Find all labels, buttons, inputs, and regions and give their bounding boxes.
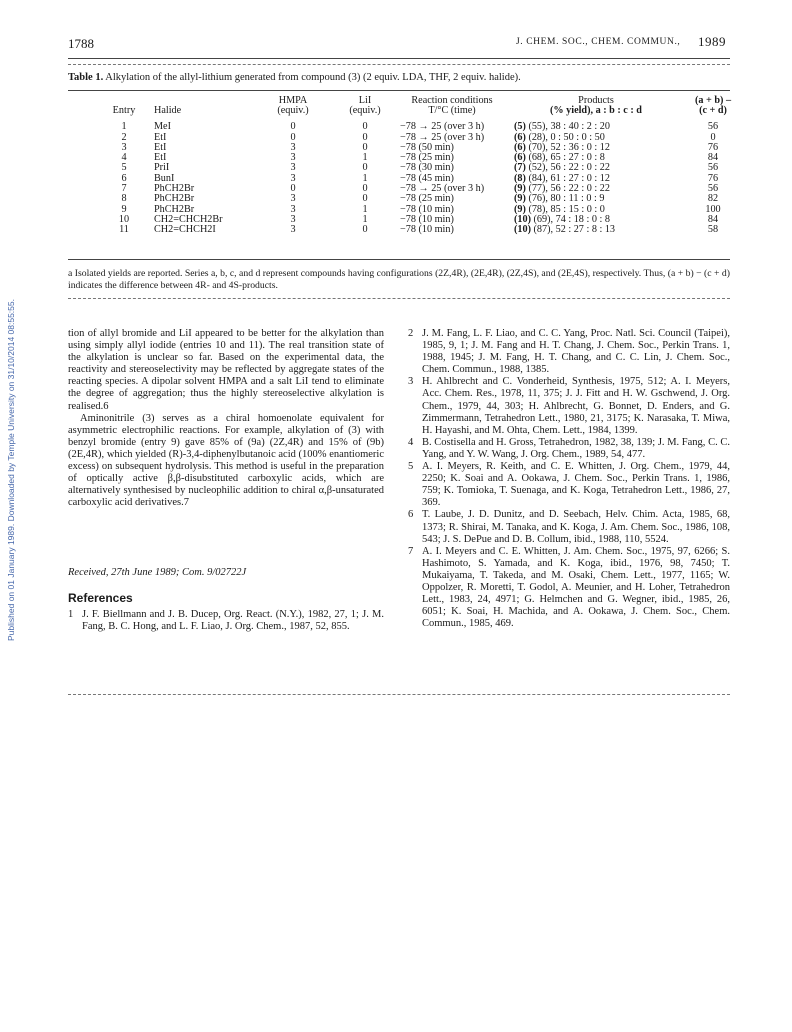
cell-entry: 7 (121, 183, 127, 195)
cell-halide: EtI (154, 131, 167, 143)
cell-difference: 0 (710, 131, 716, 143)
cell-halide: EtI (154, 152, 167, 164)
cell-lii: 1 (362, 213, 368, 225)
col-header-diff-unit: (c + d) (699, 105, 727, 117)
reference-item (408, 376, 730, 436)
cell-halide: CH2=CHCH2Br (154, 213, 223, 225)
col-header-lii: LiI (358, 95, 372, 106)
compound-number: (6) (514, 152, 526, 164)
cell-hmpa: 0 (290, 131, 296, 143)
col-header-hmpa: HMPA (278, 95, 308, 106)
cell-lii: 1 (362, 172, 368, 184)
col-header-products-unit: (% yield), a : b : c : d (550, 105, 642, 117)
cell-halide: PhCH2Br (154, 183, 195, 195)
header-rule (68, 58, 730, 59)
header-dashed-rule (68, 64, 730, 65)
cell-lii: 0 (362, 183, 368, 195)
table-caption-label: Table 1. (68, 72, 104, 83)
product-yield: (76), 80 : 11 : 0 : 9 (525, 193, 605, 205)
references-right (408, 328, 730, 630)
cell-conditions: −78 (45 min) (400, 172, 454, 184)
body-paragraph-1: tion of allyl bromide and LiI appeared to be better for the alkylation than using simply allyl iodide (entries 10 and 11). The real transition state of the alkylation is unclear so far. Based on the experimental data, the reactivity and stereoselectivity may be reflected by aggregate states of the reacting species. A dipolar solvent HMPA and a salt LiI tend to eliminate the degree of aggregation; thus the highly stereoselective alkylation is realised.6 (68, 328, 384, 412)
cell-entry: 2 (121, 131, 127, 143)
cell-conditions: −78 (10 min) (400, 224, 454, 236)
reference-text: A. I. Meyers and C. E. Whitten, J. Am. Chem. Soc., 1975, 97, 6266; S. Hashimoto, S. Yamada, and K. Koga, ibid., 1976, 98, 7450; T. Mukaiyama, T. Takeda, and M. Osaki, Chem. Lett., 1977, 1165; W. Oppolzer, R. Moretti, T. Godol, A. Meunier, and H. Loher, Tetrahedron Lett., 1983, 24, 4971; G. Helmchen and G. Wegner, ibid., 1985, 26, 6051; K. Soai, H. Machida, and A. Ookawa, J. Chem. Soc., Chem. Commun., 1985, 469. (422, 545, 730, 630)
cell-hmpa: 3 (290, 141, 296, 153)
table-top-rule (68, 90, 730, 91)
reference-item (408, 328, 730, 376)
cell-conditions: −78 (50 min) (400, 141, 454, 153)
reference-item (408, 461, 730, 509)
product-yield: (68), 65 : 27 : 0 : 8 (525, 152, 605, 164)
cell-difference: 76 (707, 141, 719, 153)
compound-number: (10) (514, 224, 531, 236)
reference-item (408, 437, 730, 461)
cell-difference: 58 (707, 224, 719, 236)
col-header-products: Products (578, 95, 614, 106)
product-yield: (77), 56 : 22 : 0 : 22 (525, 183, 610, 195)
reference-text: A. I. Meyers, R. Keith, and C. E. Whitten, J. Org. Chem., 1979, 44, 2250; K. Soai and A. Ookawa, J. Chem. Soc., Perkin Trans. 1, 1986, 759; K. Tomioka, T. Suenaga, and K. Koga, Tetrahedron Lett., 1986, 27, 369. (422, 461, 730, 509)
cell-hmpa: 0 (290, 121, 296, 133)
cell-halide: MeI (154, 121, 171, 133)
reference-item (68, 609, 384, 633)
cell-hmpa: 0 (290, 183, 296, 195)
footnote-dashed-rule (68, 298, 730, 299)
cell-conditions: −78 → 25 (over 3 h) (400, 131, 485, 143)
download-sidebar[interactable] (2, 299, 20, 641)
compound-number: (9) (514, 193, 526, 205)
reference-text: H. Ahlbrecht and C. Vonderheid, Synthesis, 1975, 512; A. I. Meyers, Acc. Chem. Res., 1978, 11, 375; J. J. Fitt and H. W. Gschwend, J. Org. Chem., 1979, 44, 303; H. Ahlbrecht, G. Bonnet, D. Enders, and G. Zimmermann, Tetrahedron Lett., 1980, 21, 3175; K. Narasaka, T. Miwa, H. Hayashi, and M. Ohta, Chem. Lett., 1984, 1399. (422, 376, 730, 436)
cell-entry: 11 (119, 224, 129, 236)
cell-conditions: −78 → 25 (over 3 h) (400, 183, 485, 195)
cell-difference: 76 (707, 172, 719, 184)
col-header-lii-unit: (equiv.) (349, 105, 381, 117)
reference-text: J. M. Fang, L. F. Liao, and C. C. Yang, Proc. Natl. Sci. Council (Taipei), 1985, 9, 1; J. M. Fang and H. T. Chang, J. Chem. Soc., Perkin Trans. 1, 1988, 1945; J. M. Fang, H. T. Chang, and C. C. Lin, J. Chem. Soc., Chem. Commun., 1988, 1385. (422, 328, 730, 376)
journal-header: J. CHEM. SOC., CHEM. COMMUN., (516, 37, 681, 47)
references-left (68, 609, 384, 633)
reference-item (408, 546, 730, 631)
reference-item (408, 509, 730, 545)
cell-entry: 1 (121, 121, 127, 133)
reference-number: 7 (408, 545, 414, 557)
sidebar-text[interactable]: Published on 01 January 1989. Downloaded by Temple University on 31/10/2014 08:55:55. (6, 299, 16, 641)
col-header-diff: (a + b) – (694, 95, 732, 106)
cell-lii: 1 (362, 152, 368, 164)
cell-conditions: −78 (10 min) (400, 203, 454, 215)
cell-lii: 0 (362, 162, 368, 174)
product-yield: (87), 52 : 27 : 8 : 13 (530, 224, 616, 236)
compound-number: (9) (514, 183, 526, 195)
table-caption-text: Alkylation of the allyl-lithium generated from compound (3) (2 equiv. LDA, THF, 2 equiv. halide). (105, 72, 521, 83)
compound-number: (6) (514, 131, 526, 143)
table-caption (68, 72, 730, 83)
reference-number: 1 (68, 609, 74, 620)
cell-hmpa: 3 (290, 193, 296, 205)
cell-halide: PhCH2Br (154, 193, 195, 205)
alkylation-table (100, 96, 748, 236)
col-header-cond: Reaction conditions (411, 95, 493, 106)
references-heading: References (68, 591, 133, 605)
cell-conditions: −78 (25 min) (400, 193, 454, 205)
col-header-hmpa-unit: (equiv.) (277, 105, 309, 117)
table-bottom-rule (68, 259, 730, 260)
cell-conditions: −78 (25 min) (400, 152, 454, 164)
reference-number: 2 (408, 328, 414, 339)
reference-number: 3 (408, 376, 414, 388)
reference-text: B. Costisella and H. Gross, Tetrahedron, 1982, 38, 139; J. M. Fang, C. C. Yang, and Y. W. Wang, J. Org. Chem., 1989, 54, 477. (422, 436, 730, 460)
compound-number: (6) (514, 141, 526, 153)
journal-year: 1989 (698, 34, 726, 49)
cell-entry: 9 (121, 203, 127, 215)
cell-entry: 8 (121, 193, 127, 205)
product-yield: (70), 52 : 36 : 0 : 12 (525, 141, 610, 153)
cell-lii: 0 (362, 131, 368, 143)
compound-number: (9) (514, 203, 526, 215)
cell-entry: 5 (121, 162, 127, 174)
cell-lii: 0 (362, 224, 368, 236)
product-yield: (78), 85 : 15 : 0 : 0 (525, 203, 605, 215)
cell-hmpa: 3 (290, 172, 296, 184)
reference-number: 6 (408, 509, 414, 521)
cell-halide: BunI (154, 172, 175, 184)
cell-conditions: −78 (10 min) (400, 213, 454, 225)
cell-difference: 100 (705, 203, 721, 215)
cell-hmpa: 3 (290, 213, 296, 225)
page-bottom-rule (68, 694, 730, 695)
table-body (100, 122, 748, 235)
reference-text: J. F. Biellmann and J. B. Ducep, Org. React. (N.Y.), 1982, 27, 1; J. M. Fang, B. C. Hong, and L. F. Liao, J. Org. Chem., 1987, 52, 855. (82, 609, 384, 633)
cell-difference: 82 (707, 193, 719, 205)
col-header-entry: Entry (112, 105, 136, 117)
compound-number: (5) (514, 121, 526, 133)
table-footnote: a Isolated yields are reported. Series a, b, c, and d represent compounds having configurations (2Z,4R), (2E,4R), (2Z,4S), and (2E,4S), respectively. Thus, (a + b) − (c + d) indicates the difference between 4R- and 4S-products. (68, 268, 730, 291)
cell-difference: 56 (707, 183, 719, 195)
cell-hmpa: 3 (290, 152, 296, 164)
product-yield: (55), 38 : 40 : 2 : 20 (525, 121, 610, 133)
cell-hmpa: 3 (290, 203, 296, 215)
product-yield: (52), 56 : 22 : 0 : 22 (525, 162, 610, 174)
compound-number: (8) (514, 172, 526, 184)
cell-entry: 10 (118, 213, 130, 225)
col-header-cond-unit: T/°C (time) (428, 105, 476, 117)
cell-conditions: −78 → 25 (over 3 h) (400, 121, 485, 133)
reference-text: T. Laube, J. D. Dunitz, and D. Seebach, Helv. Chim. Acta, 1985, 68, 1373; R. Shirai, M. Tanaka, and K. Koga, J. Am. Chem. Soc., 1986, 108, 543; J. S. DePue and D. B. Collum, ibid., 1988, 110, 5524. (422, 509, 730, 545)
cell-halide: EtI (154, 141, 167, 153)
col-header-halide: Halide (154, 105, 182, 117)
cell-lii: 1 (362, 203, 368, 215)
cell-halide: PriI (154, 162, 170, 174)
cell-lii: 0 (362, 141, 368, 153)
cell-products (504, 225, 678, 235)
cell-halide: CH2=CHCH2I (154, 224, 216, 236)
reference-number: 5 (408, 461, 414, 473)
cell-conditions: −78 (30 min) (400, 162, 454, 174)
cell-lii: 0 (362, 121, 368, 133)
table-row (100, 225, 748, 235)
left-column (68, 328, 384, 509)
compound-number: (10) (514, 213, 531, 225)
cell-lii: 0 (362, 193, 368, 205)
cell-entry: 4 (121, 152, 127, 164)
product-yield: (84), 61 : 27 : 0 : 12 (525, 172, 610, 184)
cell-difference: 56 (707, 162, 719, 174)
product-yield: (69), 74 : 18 : 0 : 8 (530, 213, 610, 225)
cell-hmpa: 3 (290, 162, 296, 174)
cell-difference: 56 (707, 121, 719, 133)
cell-entry: 3 (121, 141, 127, 153)
cell-entry: 6 (121, 172, 127, 184)
cell-halide: PhCH2Br (154, 203, 195, 215)
received-line: Received, 27th June 1989; Com. 9/02722J (68, 567, 247, 578)
cell-difference: 84 (707, 213, 719, 225)
body-paragraph-2: Aminonitrile (3) serves as a chiral homoenolate equivalent for asymmetric electrophilic reactions. For example, alkylation of (3) with benzyl bromide (entry 9) gave 85% of (9a) (2Z,4R) and 15% of (9b) (2E,4R), which yielded (R)-3,4-diphenylbutanoic acid (100% enantiomeric excess) on subsequent hydrolysis. This method is useful in the preparation of optically active β,β-disubstituted carboxylic acids, which are alternatively synthesised by nucleophilic addition to chiral α,β-unsaturated carboxylic acid derivatives.7 (68, 412, 384, 509)
reference-number: 4 (408, 436, 414, 448)
product-yield: (28), 0 : 50 : 0 : 50 (525, 131, 605, 143)
page-number: 1788 (68, 36, 94, 51)
cell-hmpa: 3 (290, 224, 296, 236)
compound-number: (7) (514, 162, 526, 174)
cell-difference: 84 (707, 152, 719, 164)
